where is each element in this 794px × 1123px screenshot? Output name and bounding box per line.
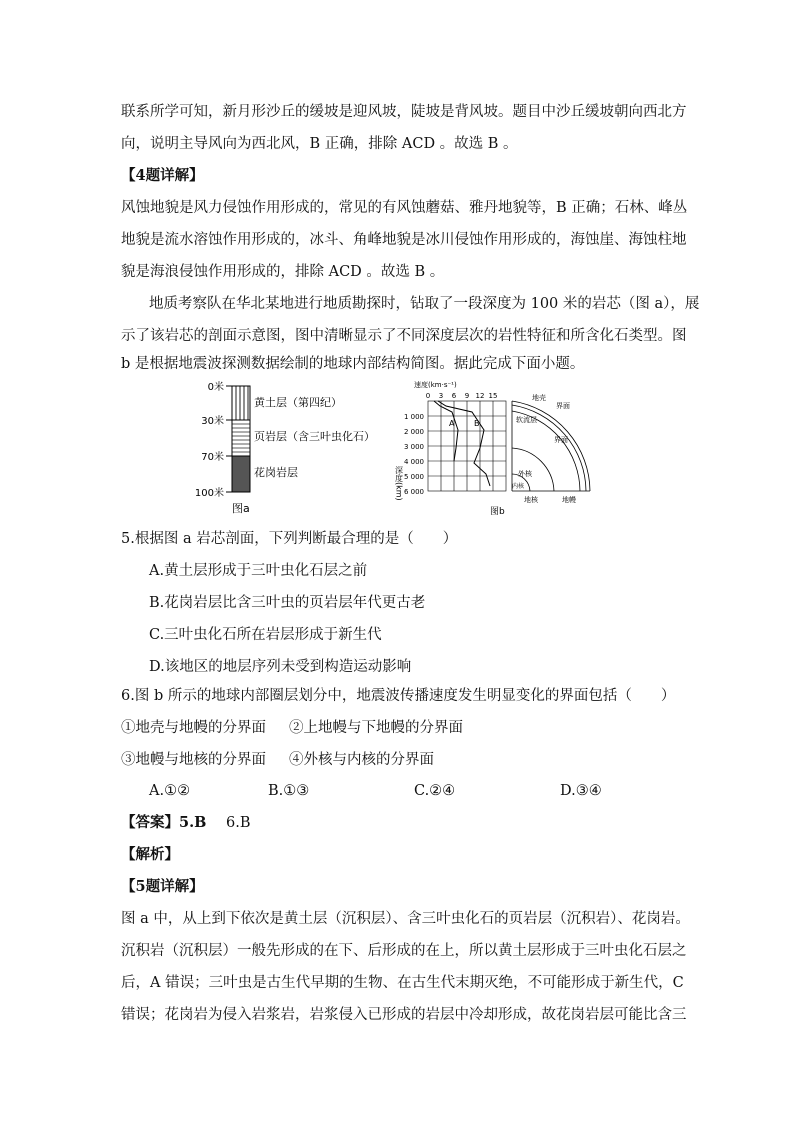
figure-caption: 图a [232,502,250,515]
answer-second: 6.B [226,815,251,831]
curve-b-line [438,401,490,486]
svg-text:外核: 外核 [518,470,532,478]
question-stem: 6.图 b 所示的地球内部圈层划分中，地震波传播速度发生明显变化的界面包括（ ） [121,688,676,704]
section-heading: 【4题详解】 [121,167,204,184]
svg-text:地幔: 地幔 [562,496,576,504]
svg-text:5 000: 5 000 [403,473,424,481]
svg-text:3: 3 [438,392,444,400]
depth-axis-label: 深度(km) [394,466,404,501]
layer-label: 花岗岩层 [254,466,298,479]
option: C.②④ [414,783,456,799]
figure-b-earth-structure [394,378,594,518]
statement-item: ①地壳与地幔的分界面 [121,720,266,736]
svg-text:0: 0 [425,392,431,400]
text-line: 示了该岩芯的剖面示意图，图中清晰显示了不同深度层次的岩性特征和所含化石类型。图 [121,328,687,344]
statement-item: ④外核与内核的分界面 [289,752,434,768]
curve-a-label: A [449,419,455,428]
text-line: b 是根据地震波探测数据绘制的地球内部结构简图。据此完成下面小题。 [121,356,585,372]
svg-text:3 000: 3 000 [403,443,424,451]
svg-text:界面: 界面 [556,402,570,410]
figure-caption: 图b [490,507,505,517]
svg-text:15: 15 [488,392,498,400]
text-line: 沉积岩（沉积层）一般先形成的在下、后形成的在上，所以黄土层形成于三叶虫化石层之 [121,943,687,959]
svg-text:2 000: 2 000 [403,428,424,436]
depth-label: 100米 [194,488,224,499]
svg-text:地核: 地核 [524,496,538,504]
svg-text:4 000: 4 000 [403,458,424,466]
svg-text:界面: 界面 [554,436,568,444]
speed-axis-label: 速度(km·s⁻¹) [414,381,457,389]
option: B.花岗岩层比含三叶虫的页岩层年代更古老 [149,595,426,611]
text-line: 风蚀地貌是风力侵蚀作用形成的，常见的有风蚀蘑菇、雅丹地貌等，B 正确；石林、峰丛 [121,200,688,216]
depth-label: 0米 [207,382,224,393]
option: A.黄土层形成于三叶虫化石层之前 [149,563,368,579]
text-line: 图 a 中，从上到下依次是黄土层（沉积层）、含三叶虫化石的页岩层（沉积岩）、花岗岩。 [121,911,690,927]
text-line: 貌是海浪侵蚀作用形成的，排除 ACD 。故选 B 。 [121,264,445,280]
option: D.③④ [560,783,602,799]
curve-b-label: B [474,419,480,428]
layer-label: 黄土层（第四纪） [254,396,342,409]
svg-text:1 000: 1 000 [403,413,424,421]
depth-label: 30米 [201,416,224,427]
text-line: 地貌是流水溶蚀作用形成的，冰斗、角峰地貌是冰川侵蚀作用形成的，海蚀崖、海蚀柱地 [121,232,687,248]
text-line: 向，说明主导风向为西北风，B 正确，排除 ACD 。故选 B 。 [121,136,518,152]
analysis-heading: 【解析】 [121,846,179,863]
svg-text:12: 12 [475,392,485,400]
section-heading: 【5题详解】 [121,878,204,895]
text-line: 错误；花岗岩为侵入岩浆岩，岩浆侵入已形成的岩层中冷却形成，故花岗岩层可能比含三 [121,1007,687,1023]
svg-text:9: 9 [464,392,470,400]
option: B.①③ [268,783,310,799]
text-line: 地质考察队在华北某地进行地质勘探时，钻取了一段深度为 100 米的岩芯（图 a），展 [149,296,700,312]
statement-item: ②上地幔与下地幔的分界面 [289,720,463,736]
svg-text:6: 6 [451,392,457,400]
answer-label: 【答案】5.B [121,814,207,831]
question-stem: 5.根据图 a 岩芯剖面，下列判断最合理的是（ ） [121,531,458,547]
svg-text:地壳: 地壳 [532,394,546,402]
layer-label: 页岩层（含三叶虫化石） [254,430,375,443]
figure-a-core-profile [190,378,380,518]
text-line: 后，A 错误；三叶虫是古生代早期的生物、在古生代末期灭绝，不可能形成于新生代，C [121,975,684,991]
option: C.三叶虫化石所在岩层形成于新生代 [149,627,382,643]
depth-label: 70米 [201,452,224,463]
statement-item: ③地幔与地核的分界面 [121,752,266,768]
text-line: 联系所学可知，新月形沙丘的缓坡是迎风坡，陡坡是背风坡。题目中沙丘缓坡朝向西北方 [121,104,687,120]
svg-text:软流层: 软流层 [516,416,537,424]
option: D.该地区的地层序列未受到构造运动影响 [149,659,412,675]
option: A.①② [149,783,191,799]
svg-text:内核: 内核 [512,483,525,490]
svg-text:6 000: 6 000 [403,488,424,496]
